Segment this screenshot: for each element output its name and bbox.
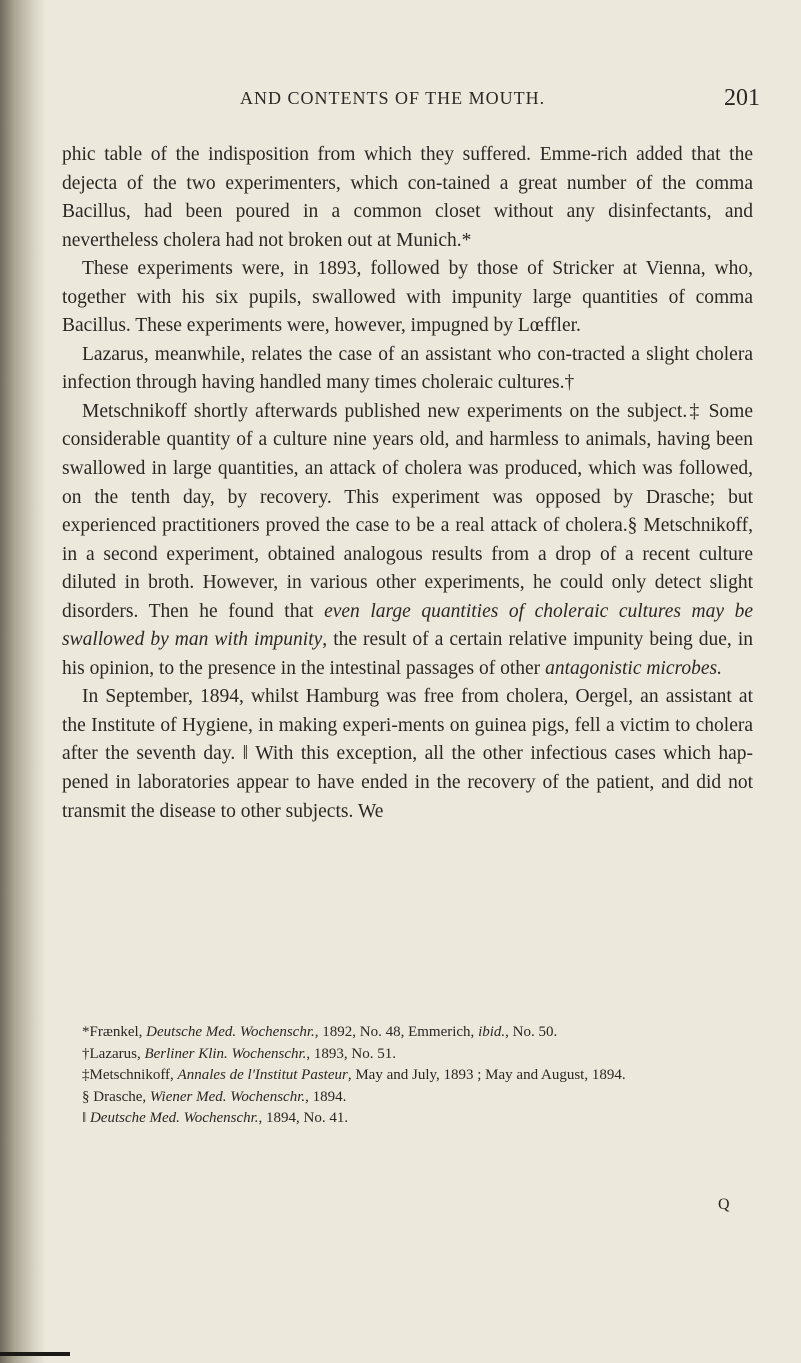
text-run: ‡Metschnikoff, (82, 1067, 178, 1084)
text-run: , 1893, No. 51. (306, 1045, 396, 1062)
footnotes (62, 1022, 753, 1130)
italic-run: Annales de l'Institut Pasteur (177, 1067, 348, 1084)
text-run: Lazarus, meanwhile, relates the case of an assistant who con-tracted a slight cholera infection through having handled many times choleraic cultures.† (62, 343, 753, 394)
text-run: *Frænkel, (82, 1024, 147, 1040)
text-run: , May and July, 1893 ; May and August, 1894. (347, 1067, 626, 1084)
text-run: , 1894. (305, 1088, 347, 1105)
text-run: phic table of the indisposition from which they suffered. Emme-rich added that the dejecta of the two experimenters, which con-tained a great number of the comma Bacillus, had been poured in a common closet without any disinfectants, and nevertheless cholera had not broken out at Munich.* (62, 144, 753, 251)
text-run: Metschnikoff shortly afterwards published new experiments on the subject.‡ Some considerable quantity of a culture nine years old, and harmless to animals, having been swallowed in large quantities, an attack of cholera was produced, which was followed, on the tenth day, by recovery. This experiment was opposed by Drasche; but experienced practitioners proved the case to be a real attack of cholera.§ Metschnikoff, in a second experiment, obtained analogous results from a drop of a recent culture diluted in broth. However, in various other experiments, he could only detect slight disorders. Then he found that (62, 400, 753, 622)
text-run: § Drasche, (82, 1088, 150, 1105)
italic-run: antagonistic microbes. (545, 657, 722, 679)
paragraph (62, 398, 753, 683)
footnote (62, 1108, 753, 1130)
footnote (62, 1022, 753, 1044)
text-run: In September, 1894, whilst Hamburg was free from cholera, Oergel, an assistant at the Institute of Hygiene, in making experi-ments on guinea pigs, fell a victim to cholera after the seventh day. ‖ With this exception, all the other infectious cases which hap-pened in laboratories appear to have ended in the recovery of the patient, and did not transmit the disease to other subjects. We (62, 686, 753, 822)
running-title: AND CONTENTS OF THE MOUTH. (240, 88, 546, 108)
paragraph (62, 341, 753, 398)
text-run: , 1894, No. 41. (258, 1110, 349, 1127)
italic-run: even large quantities of choleraic cultures may be swallowed by man with impunity (62, 600, 753, 651)
paragraph (62, 141, 753, 255)
text-run: , No. 50. (505, 1024, 558, 1040)
italic-run: Wiener Med. Wochenschr. (149, 1088, 306, 1105)
bottom-edge-mark (0, 1352, 70, 1356)
text-run: , the result of a certain relative impunity being due, in his opinion, to the presence in the intestinal passages of other (62, 629, 753, 679)
italic-run: Deutsche Med. Wochenschr. (89, 1110, 259, 1127)
page-header (60, 86, 760, 126)
footnote (62, 1065, 753, 1087)
page-number: 201 (724, 85, 760, 111)
text-run: , 1892, No. 48, Emmerich, (314, 1024, 479, 1040)
text-run: These experiments were, in 1893, followed by those of Stricker at Vienna, who, together with his six pupils, swallowed with impunity large quantities of comma Bacillus. These experiments were, however, impugned by Lœffler. (62, 258, 753, 337)
italic-run: Berliner Klin. Wochenschr. (144, 1045, 307, 1062)
signature-mark: Q (718, 1196, 730, 1213)
text-run: †Lazarus, (82, 1045, 145, 1062)
paragraph (62, 683, 753, 826)
paragraph (62, 255, 753, 341)
italic-run: Deutsche Med. Wochenschr. (146, 1024, 315, 1040)
italic-run: ibid. (478, 1024, 506, 1040)
body-text (62, 141, 753, 826)
text-run: ‖ (82, 1110, 90, 1127)
footnote (62, 1044, 753, 1066)
footnote (62, 1087, 753, 1109)
